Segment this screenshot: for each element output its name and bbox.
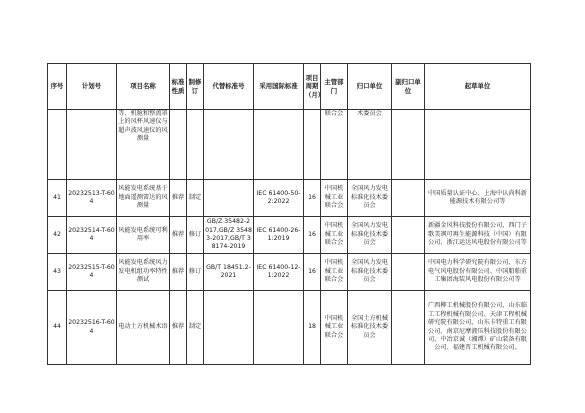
cell-sub-central — [392, 217, 425, 254]
table-row — [48, 291, 531, 365]
header-seq: 序号 — [48, 64, 67, 110]
cell-replace-std — [204, 291, 254, 365]
table-row — [48, 254, 531, 291]
cell-competent: 中国机械工业联合会 — [321, 254, 348, 291]
cell-period: 18 — [304, 291, 321, 365]
cell-central-unit: 全国土方机械标准化技术委员会 — [348, 291, 392, 365]
cell-nature: 推荐 — [170, 180, 187, 217]
cell-drafting: 广西柳工机械股份有限公司、山东临工工程机械有限公司、天津工程机械研究院有限公司、山东卡特重工有限公司、南京尼摩液压科技股份有限公司、中冶京诚（湘潭）矿山装备有限公司、福建晋工机械有限公司、 — [425, 291, 531, 365]
cell-name: 风能发电系统风力发电机组功率特性测试 — [117, 254, 170, 291]
cell-plan-no: 20232513-T-604 — [67, 180, 117, 217]
table-cell — [170, 110, 187, 180]
table-cell — [392, 110, 425, 180]
header-plan-no: 计划号 — [67, 64, 117, 110]
cell-intl-std: IEC 61400-12-1:2022 — [254, 254, 304, 291]
header-competent: 主管部门 — [321, 64, 348, 110]
cell-nature: 推荐 — [170, 217, 187, 254]
cell-replace-std — [204, 180, 254, 217]
table-cell — [67, 110, 117, 180]
cell-period: 16 — [304, 254, 321, 291]
cell-plan-no: 20232516-T-604 — [67, 291, 117, 365]
cell-replace-std: GB/Z 35482-2017,GB/Z 35483-2017,GB/T 38174-2019 — [204, 217, 254, 254]
cell-name: 风能发电系统可利用率 — [117, 217, 170, 254]
cell-plan-no: 20232514-T-604 — [67, 217, 117, 254]
cell-seq: 41 — [48, 180, 67, 217]
cell-name: 风能发电系统基于地面遥测雷达的风测量 — [117, 180, 170, 217]
header-sub-central: 副归口单位 — [392, 64, 425, 110]
continued-competent: 联合会 — [321, 110, 348, 180]
cell-drafting: 新疆金风科技股份有限公司、西门子歌美飒可再生能源科技（中国）有限公司、浙江运达风电股份有限公司等 — [425, 217, 531, 254]
cell-seq: 42 — [48, 217, 67, 254]
table-row — [48, 180, 531, 217]
cell-central-unit: 全国风力发电标准化技术委员会 — [348, 180, 392, 217]
cell-plan-no: 20232515-T-604 — [67, 254, 117, 291]
header-make-revise: 制修订 — [187, 64, 204, 110]
table-cell — [425, 110, 531, 180]
cell-intl-std: IEC 61400-50-2:2022 — [254, 180, 304, 217]
cell-sub-central — [392, 291, 425, 365]
cell-sub-central — [392, 180, 425, 217]
table-cell — [304, 110, 321, 180]
cell-competent: 中国机械工业联合会 — [321, 217, 348, 254]
cell-make-revise: 修订 — [187, 217, 204, 254]
cell-central-unit: 全国风力发电标准化技术委员会 — [348, 217, 392, 254]
table-cell — [187, 110, 204, 180]
cell-seq: 44 — [48, 291, 67, 365]
cell-name: 电动土方机械术语 — [117, 291, 170, 365]
cell-intl-std: IEC 61400-26-1:2019 — [254, 217, 304, 254]
header-replace-std: 代替标准号 — [204, 64, 254, 110]
header-row — [48, 64, 531, 110]
cell-nature: 推荐 — [170, 291, 187, 365]
table-cell — [48, 110, 67, 180]
cell-make-revise: 修订 — [187, 254, 204, 291]
cell-drafting: 中国质量认证中心、上海中认尚科新能源技术有限公司等 — [425, 180, 531, 217]
table-cell — [204, 110, 254, 180]
cell-seq: 43 — [48, 254, 67, 291]
cell-intl-std — [254, 291, 304, 365]
standards-plan-table — [47, 63, 531, 365]
table-row — [48, 217, 531, 254]
header-nature: 标准性质 — [170, 64, 187, 110]
cell-competent: 中国机械工业联合会 — [321, 180, 348, 217]
cell-sub-central — [392, 254, 425, 291]
header-central-unit: 归口单位 — [348, 64, 392, 110]
header-name: 项目名称 — [117, 64, 170, 110]
cell-competent: 中国机械工业联合会 — [321, 291, 348, 365]
header-period: 项目周期（月） — [304, 64, 321, 110]
cell-period: 16 — [304, 180, 321, 217]
cell-replace-std: GB/T 18451.2-2021 — [204, 254, 254, 291]
continued-central-unit: 术委员会 — [348, 110, 392, 180]
cell-central-unit: 全国风力发电标准化技术委员会 — [348, 254, 392, 291]
continuation-row — [48, 110, 531, 180]
cell-nature: 推荐 — [170, 254, 187, 291]
cell-drafting: 中国电力科学研究院有限公司、东方电气风电股份有限公司、中国船舶重工集团海装风电股份有限公司等 — [425, 254, 531, 291]
cell-period: 16 — [304, 217, 321, 254]
continued-project-name: 等、机舱和整流罩上的风杯风速仪与超声波风速仪的风测量 — [117, 110, 170, 180]
table-cell — [254, 110, 304, 180]
cell-make-revise: 制定 — [187, 291, 204, 365]
header-drafting: 起草单位 — [425, 64, 531, 110]
cell-make-revise: 制定 — [187, 180, 204, 217]
header-intl-std: 采用国际标准 — [254, 64, 304, 110]
